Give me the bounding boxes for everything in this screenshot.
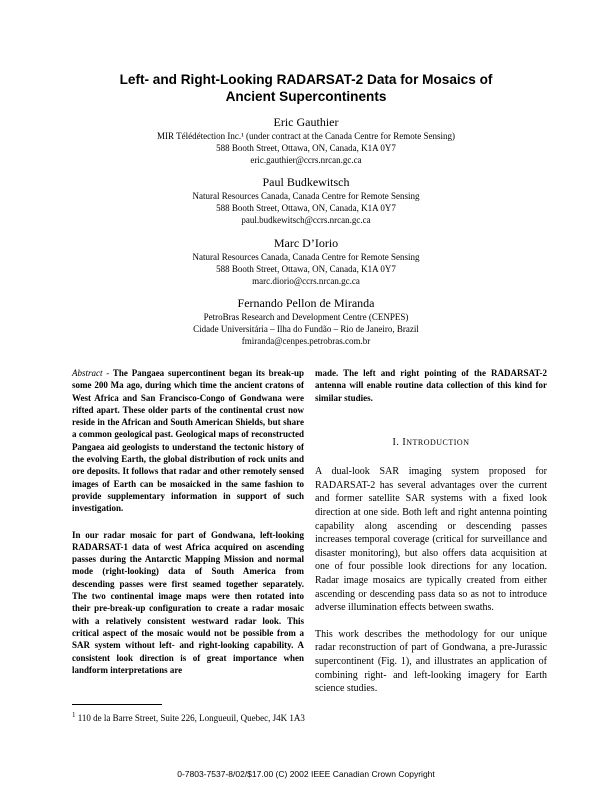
footnote-mark: 1 <box>72 711 76 719</box>
author-affiliation: Natural Resources Canada, Canada Centre for Remote Sensing <box>192 191 420 201</box>
author-block-1 <box>60 115 552 166</box>
author-affiliation: MIR Télédétection Inc.¹ (under contract at the Canada Centre for Remote Sensing) <box>157 131 455 141</box>
author-affiliation: Natural Resources Canada, Canada Centre for Remote Sensing <box>192 252 420 262</box>
left-column <box>72 367 304 676</box>
abstract-paragraph-1 <box>72 367 304 515</box>
abstract-label: Abstract - <box>72 368 110 378</box>
footnote <box>72 709 305 724</box>
author-address: 588 Booth Street, Ottawa, ON, Canada, K1A 0Y7 <box>216 203 396 213</box>
author-name: Fernando Pellon de Miranda <box>237 296 375 310</box>
footnote-rule <box>72 704 162 705</box>
intro-paragraph-1: A dual-look SAR imaging system proposed for RADARSAT-2 has several advantages over the current and former satellite SAR systems with a fixed look direction at one side. Both left and right antenna pointing capability along ascending or descending passes increases temporal coverage (critical for surveillance and disaster monitoring), but also offers data acquisition at one of four possible look directions for any location. Radar image mosaics are typically created from either ascending or descending pass data so as not to introduce adverse illumination effects between swaths. <box>315 466 547 614</box>
section-heading-introduction <box>315 437 547 449</box>
section-numeral: I. <box>392 436 400 448</box>
author-name: Paul Budkewitsch <box>262 175 350 189</box>
author-name: Eric Gauthier <box>273 115 339 129</box>
section-first-letter: I <box>402 436 407 448</box>
section-rest: NTRODUCTION <box>406 437 470 447</box>
abstract-paragraph-2: In our radar mosaic for part of Gondwana, left-looking RADARSAT-1 data of west Africa acquired on ascending passes during the Antarctic Mapping Mission and normal mode (right-looking) data of South America from descending passes were first seamed together separately. The two continental image maps were then rotated into their pre-break-up configuration to create a radar mosaic with a relatively consistent westward radar look. This critical aspect of the mosaic would not be possible from a SAR system without left- and right-looking capability. A consistent look direction is of great importance when landform interpretations are <box>72 529 304 675</box>
author-address: 588 Booth Street, Ottawa, ON, Canada, K1A 0Y7 <box>216 143 396 153</box>
footnote-text: 110 de la Barre Street, Suite 226, Longueuil, Quebec, J4K 1A3 <box>77 713 305 723</box>
title-line-1: Left- and Right-Looking RADARSAT-2 Data for Mosaics of <box>119 72 493 87</box>
author-affiliation: PetroBras Research and Development Centre (CENPES) <box>203 312 409 322</box>
author-block-2 <box>60 175 552 226</box>
right-column <box>315 367 547 696</box>
author-block-4 <box>60 296 552 347</box>
author-email: fmiranda@cenpes.petrobras.com.br <box>241 336 371 346</box>
abstract-continuation: made. The left and right pointing of the RADARSAT-2 antenna will enable routine data collection of this kind for similar studies. <box>315 368 547 403</box>
copyright-notice: 0-7803-7537-8/02/$17.00 (C) 2002 IEEE Canadian Crown Copyright <box>177 769 435 779</box>
author-address: 588 Booth Street, Ottawa, ON, Canada, K1A 0Y7 <box>216 264 396 274</box>
intro-paragraph-2: This work describes the methodology for our unique radar reconstruction of part of Gondwana, a pre-Jurassic supercontinent (Fig. 1), and illustrates an application of combining right- and left-looking imagery for Earth science studies. <box>315 628 547 695</box>
author-block-3 <box>60 236 552 287</box>
author-email: marc.diorio@ccrs.nrcan.gc.ca <box>252 276 360 286</box>
author-address: Cidade Universitária – Ilha do Fundão – Rio de Janeiro, Brazil <box>193 324 419 334</box>
author-email: paul.budkewitsch@ccrs.nrcan.gc.ca <box>241 215 371 225</box>
paper-title <box>70 71 542 105</box>
abstract-text-1: The Pangaea supercontinent began its break-up some 200 Ma ago, during which time the ancient cratons of West Africa and San Francisco-Congo of Gondwana were rifted apart. These older parts of the continental crust now reside in the African and South American Shields, but share a common geological past. Geological maps of reconstructed Pangaea aid geologists to understand the tectonic history of the evolving Earth, the global distribution of rock units and ore deposits. It follows that radar and other remotely sensed images of Earth can be mosaicked in the same fashion to provide supplementary information in support of such investigation. <box>72 368 304 514</box>
title-line-2: Ancient Supercontinents <box>225 89 387 104</box>
author-email: eric.gauthier@ccrs.nrcan.gc.ca <box>250 155 362 165</box>
author-name: Marc D’Iorio <box>273 236 339 250</box>
